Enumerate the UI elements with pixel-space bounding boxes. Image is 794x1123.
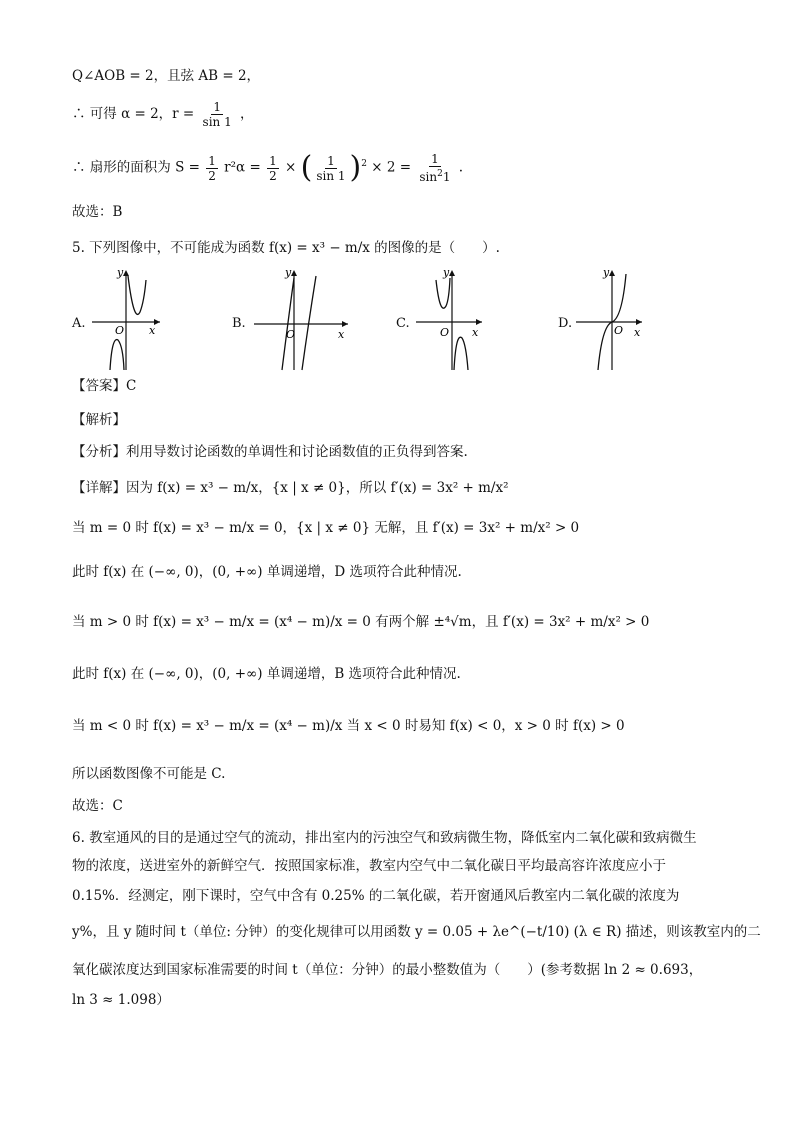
y-axis-label: y bbox=[117, 266, 124, 279]
case-m-positive: 当 m > 0 时 f(x) = x³ − m/x = (x⁴ − m)/x = 0 有两个解 ±⁴√m，且 f′(x) = 3x² + m/x² > 0 bbox=[72, 614, 650, 630]
text-line-3: ∴ 扇形的面积为 S = $\frac{1}{2}$ r²α = $\frac{1}{2}$ × ( $\frac{1}{\sin 1}$ )$^2$ × 2 = $\frac{1}{\sin^21}$ . bbox=[72, 150, 464, 185]
analysis-summary: 【分析】利用导数讨论函数的单调性和讨论函数值的正负得到答案. bbox=[72, 444, 468, 460]
answer-line-q5: 故选：C bbox=[72, 798, 123, 814]
text-segment: r²α = bbox=[224, 159, 261, 176]
x-axis-label: x bbox=[634, 326, 641, 339]
answer-line-q4: 故选：B bbox=[72, 204, 123, 220]
conclusion-line: 所以函数图像不可能是 C. bbox=[72, 766, 226, 782]
question-6-line-1: 6. 教室通风的目的是通过空气的流动，排出室内的污浊空气和致病微生物，降低室内二氧化碳和致病微生 bbox=[72, 830, 697, 846]
option-label-a: A. bbox=[72, 316, 86, 331]
case-m-negative: 当 m < 0 时 f(x) = x³ − m/x = (x⁴ − m)/x 当 x < 0 时易知 f(x) < 0，x > 0 时 f(x) > 0 bbox=[72, 718, 625, 734]
question-6-line-6: ln 3 ≈ 1.098） bbox=[72, 992, 170, 1008]
fraction-half: $\frac{1}{2}$ bbox=[269, 153, 277, 183]
x-axis-label: x bbox=[472, 326, 479, 339]
text-segment: ∴ 扇形的面积为 S = bbox=[72, 159, 200, 176]
origin-label: O bbox=[115, 324, 125, 337]
fraction-1-over-sin1 bbox=[201, 100, 234, 129]
text-segment: × 2 = bbox=[371, 159, 412, 176]
text-segment: ， bbox=[240, 106, 254, 122]
y-axis-label: y bbox=[443, 266, 450, 279]
case-m-equals-0: 当 m = 0 时 f(x) = x³ − m/x = 0，{x | x ≠ 0} 无解，且 f′(x) = 3x² + m/x² > 0 bbox=[72, 520, 580, 536]
text-segment: × bbox=[285, 159, 297, 176]
fraction-half: $\frac{1}{2}$ bbox=[208, 153, 216, 183]
graph-option-d bbox=[576, 266, 656, 374]
y-axis-label: y bbox=[603, 266, 610, 279]
answer-tag: 【答案】C bbox=[72, 378, 137, 394]
case-m-equals-0-conclusion: 此时 f(x) 在 (−∞, 0)，(0, +∞) 单调递增，D 选项符合此种情况. bbox=[72, 564, 462, 580]
analysis-tag: 【解析】 bbox=[72, 412, 126, 428]
case-m-positive-conclusion: 此时 f(x) 在 (−∞, 0)，(0, +∞) 单调递增，B 选项符合此种情况. bbox=[72, 666, 461, 682]
option-label-c: C. bbox=[396, 316, 410, 331]
x-axis-label: x bbox=[338, 328, 345, 341]
question-5: 5. 下列图像中，不可能成为函数 f(x) = x³ − m/x 的图像的是（ ）. bbox=[72, 240, 500, 256]
fraction-denominator: sin 1 bbox=[202, 115, 232, 129]
fraction-1-over-sin2-1: $\frac{1}{\sin^21}$ bbox=[419, 152, 451, 184]
option-label-b: B. bbox=[232, 316, 246, 331]
question-6-line-3: 0.15%．经测定，刚下课时，空气中含有 0.25% 的二氧化碳，若开窗通风后教室内二氧化碳的浓度为 bbox=[72, 888, 680, 904]
fraction-numerator: 1 bbox=[213, 100, 221, 114]
option-label-d: D. bbox=[558, 316, 573, 331]
origin-label: O bbox=[614, 324, 624, 337]
x-axis-label: x bbox=[149, 324, 156, 337]
text-segment: ∴ 可得 α = 2，r = bbox=[72, 106, 195, 122]
graph-option-b bbox=[254, 266, 354, 374]
y-axis-label: y bbox=[285, 266, 292, 279]
text-line-1: Q∠AOB = 2，且弦 AB = 2， bbox=[72, 68, 261, 84]
question-6-line-5: 氧化碳浓度达到国家标准需要的时间 t（单位：分钟）的最小整数值为（ ）(参考数据 ln 2 ≈ 0.693， bbox=[72, 962, 703, 978]
question-6-line-2: 物的浓度，送进室外的新鲜空气．按照国家标准，教室内空气中二氧化碳日平均最高容许浓度应小于 bbox=[72, 858, 666, 874]
graph-option-c bbox=[416, 266, 496, 374]
origin-label: O bbox=[286, 328, 296, 341]
graph-option-a bbox=[90, 266, 170, 374]
question-6-line-4: y%，且 y 随时间 t（单位: 分钟）的变化规律可以用函数 y = 0.05 + λe^(−t/10) (λ ∈ R) 描述，则该教室内的二 bbox=[72, 924, 761, 940]
detailed-solution: 【详解】因为 f(x) = x³ − m/x，{x | x ≠ 0}，所以 f′(x) = 3x² + m/x² bbox=[72, 480, 509, 496]
text-line-2 bbox=[72, 100, 254, 129]
origin-label: O bbox=[440, 326, 450, 339]
text-segment: . bbox=[458, 159, 464, 176]
fraction-1-over-sin1: $\frac{1}{\sin 1}$ bbox=[316, 153, 346, 183]
